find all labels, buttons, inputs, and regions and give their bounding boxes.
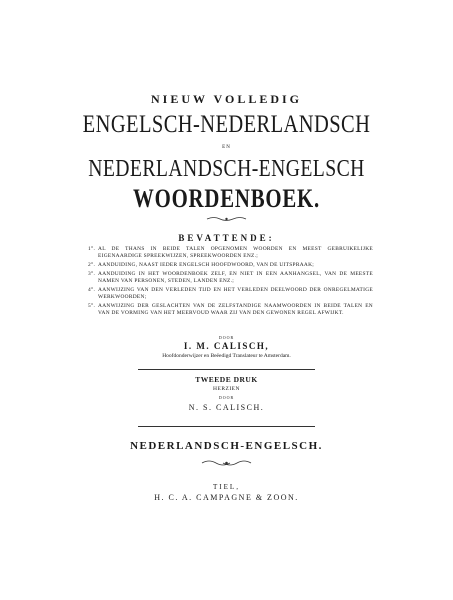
author-by: DOOR bbox=[218, 335, 235, 340]
item-text: AANWIJZING VAN DEN VERLEDEN TIJD EN HET VERLEDEN DEELWOORD DER ONREGELMATIGE WERKWOORDEN; bbox=[98, 287, 373, 300]
item-text: AANDUIDING, NAAST IEDER ENGELSCH HOOFDWOORD, VAN DE UITSPRAAK; bbox=[98, 262, 315, 268]
item-number: 1°. bbox=[88, 246, 96, 252]
part-title: NEDERLANDSCH-ENGELSCH. bbox=[130, 440, 323, 452]
item-text: AANDUIDING IN HET WOORDENBOEK ZELF, EN NIET IN EEN AANHANGSEL, VAN DE MEESTE NAMEN VAN PERSONEN, STEDEN, LANDEN ENZ.; bbox=[98, 271, 373, 284]
title-conjunction: EN bbox=[222, 145, 231, 150]
divider-rule bbox=[138, 426, 315, 427]
ornament-flourish-bottom bbox=[201, 459, 252, 467]
item-number: 3°. bbox=[88, 271, 96, 277]
contents-item bbox=[88, 271, 373, 285]
title-line-2: ENGELSCH-NEDERLANDSCH bbox=[82, 111, 371, 138]
item-number: 2°. bbox=[88, 262, 96, 268]
reviser-by: DOOR bbox=[218, 395, 235, 400]
title-line-3: NEDERLANDSCH-ENGELSCH bbox=[88, 156, 365, 182]
imprint-place: TIEL, bbox=[213, 483, 240, 491]
item-number: 5°. bbox=[88, 303, 96, 309]
item-number: 4°. bbox=[88, 287, 96, 293]
edition-label: TWEEDE DRUK bbox=[195, 375, 258, 384]
item-text: AL DE THANS IN BEIDE TALEN OPGENOMEN WOORDEN EN MEEST GEBRUIKELIJKE EIGENAARDIGE SPREEKWIJZEN, SPREEKWOORDEN ENZ.; bbox=[98, 246, 373, 259]
ornament-flourish-top bbox=[206, 216, 247, 222]
author-description: Hoofdonderwijzer en Beëedigd Translateur te Amsterdam. bbox=[162, 353, 291, 359]
contents-item bbox=[88, 262, 373, 269]
author-name: I. M. CALISCH, bbox=[183, 341, 270, 351]
contents-list bbox=[88, 246, 373, 319]
contents-item bbox=[88, 303, 373, 317]
contents-item bbox=[88, 287, 373, 301]
divider-rule bbox=[138, 369, 315, 370]
contents-item bbox=[88, 246, 373, 260]
title-line-1: NIEUW VOLLEDIG bbox=[150, 92, 302, 106]
item-text: AANWIJZING DER GESLACHTEN VAN DE ZELFSTANDIGE NAAMWOORDEN IN BEIDE TALEN EN VAN DE VORMING VAN HET MEERVOUD WAAR ZIJ VAN DEN GEWONEN REGEL AFWIJKT. bbox=[98, 303, 373, 316]
contents-heading: BEVATTENDE: bbox=[178, 233, 275, 243]
reviser-name: N. S. CALISCH. bbox=[188, 403, 265, 412]
edition-revised: HERZIEN bbox=[212, 386, 241, 392]
imprint-publisher: H. C. A. CAMPAGNE & ZOON. bbox=[154, 493, 299, 502]
title-line-4: WOORDENBOEK. bbox=[133, 184, 320, 213]
